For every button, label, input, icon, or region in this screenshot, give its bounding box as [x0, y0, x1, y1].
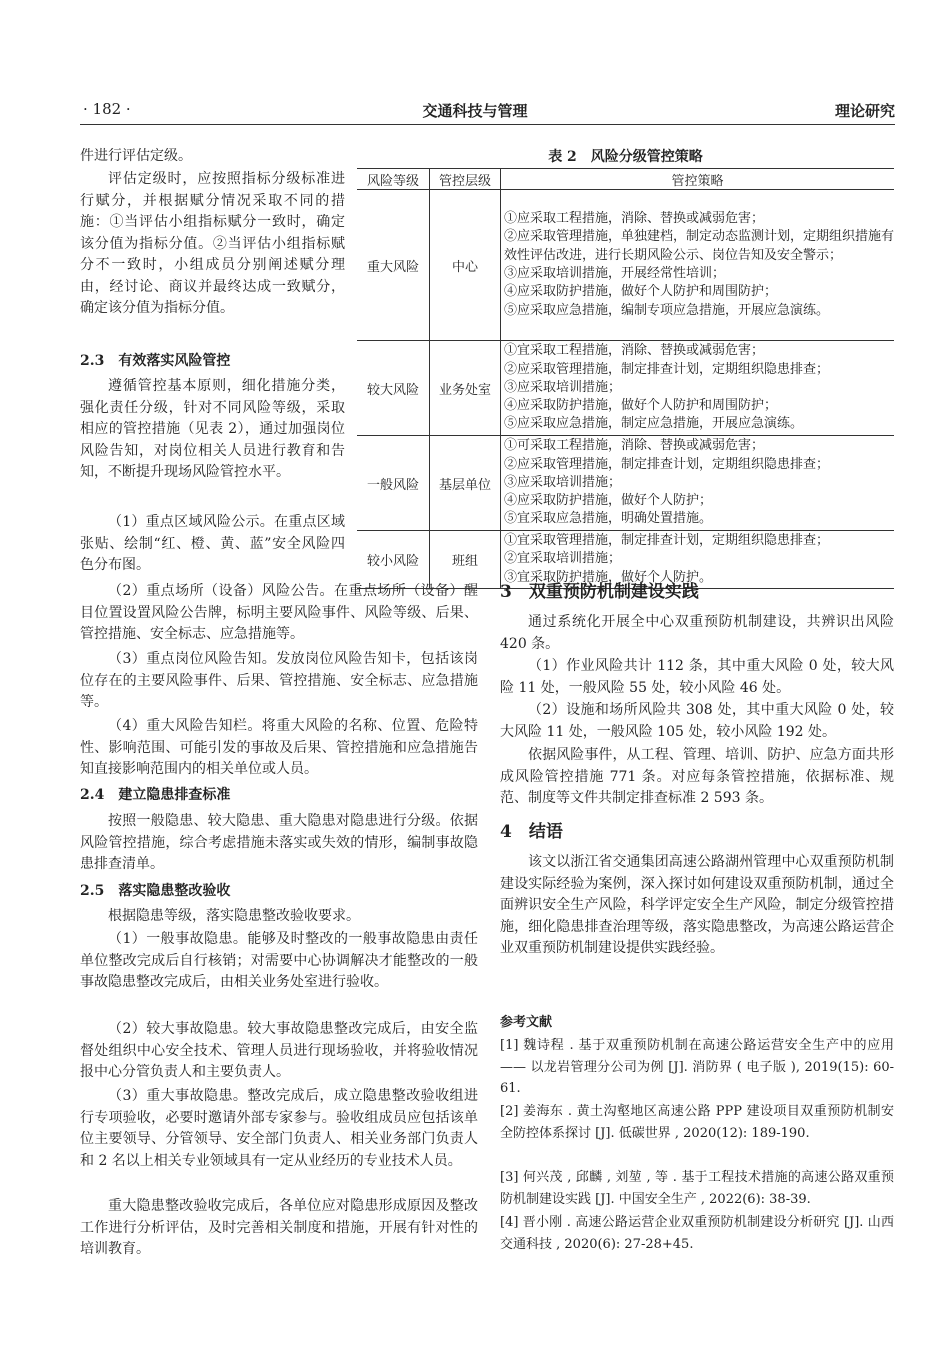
strategy-item: ④应采取防护措施，做好个人防护和周围防护； — [504, 284, 778, 300]
table-row — [357, 436, 894, 531]
paragraph: （2）较大事故隐患。较大事故隐患整改完成后，由安全监督处组织中心安全技术、管理人员进行现场验收，并将验收情况报中心分管负责人和主要负责人。 — [80, 1021, 478, 1080]
strategy-item: ①宜采取工程措施，消除、替换或减弱危害； — [504, 343, 765, 359]
reference-item: [3] 何兴茂 , 邱麟 , 刘堃 , 等 . 基于工程技术措施的高速公路双重预防机制建设实践 [J]. 中国安全生产 , 2022(6): 38-39. — [500, 1170, 894, 1207]
risk-control-table — [357, 168, 894, 589]
paragraph: 通过系统化开展全中心双重预防机制建设，共辨识出风险 420 条。 — [500, 614, 894, 652]
table-row — [357, 531, 894, 589]
reference-item: [1] 魏诗程 . 基于双重预防机制在高速公路运营安全生产中的应用 —— 以龙岩管理分公司为例 [J]. 消防界 ( 电子版 ), 2019(15): 60-61. — [500, 1038, 894, 1096]
table-row — [357, 190, 894, 341]
risk-level-cell: 较小风险 — [357, 531, 430, 589]
reference-item: [2] 姜海东 . 黄土沟壑地区高速公路 PPP 建设项目双重预防机制安全防控体系探讨 [J]. 低碳世界 , 2020(12): 189-190. — [500, 1104, 894, 1141]
strategy-item: ③应采取培训措施； — [504, 379, 622, 395]
strategy-item: ③应采取培训措施，开展经常性培训； — [504, 266, 726, 281]
control-tier-cell: 班组 — [430, 531, 501, 589]
paragraph: 遵循管控基本原则，细化措施分类，强化责任分级，针对不同风险等级，采取相应的管控措施（见表 2），通过加强岗位风险告知，对岗位相关人员进行教育和告知，不断提升现场风险管控水平。 — [80, 378, 345, 480]
paragraph: （2）重点场所（设备）风险公告。在重点场所（设备）醒目位置设置风险公告牌，标明主要风险事件、风险等级、后果、管控措施、安全标志、应急措施等。 — [80, 583, 478, 642]
control-tier-cell: 业务处室 — [430, 341, 501, 436]
strategy-item: ②应采取管理措施，制定排查计划，定期组织隐患排查； — [504, 456, 830, 472]
strategy-item: ③宜采取防护措施，做好个人防护。 — [504, 569, 713, 585]
strategy-item: ②应采取管理措施，制定排查计划，定期组织隐患排查； — [504, 361, 830, 377]
risk-level-cell: 重大风险 — [357, 190, 430, 341]
paragraph: 按照一般隐患、较大隐患、重大隐患对隐患进行分级。依据风险管控措施，综合考虑措施未落实或失效的情形，编制事故隐患排查清单。 — [80, 813, 478, 872]
table-row — [357, 341, 894, 436]
paragraph: 依据风险事件，从工程、管理、培训、防护、应急方面共形成风险管控措施 771 条。对应每条管控措施，依据标准、规范、制度等文件共制定排查标准 2 593 条。 — [500, 747, 894, 806]
paragraph: （1）重点区域风险公示。在重点区域张贴、绘制“红、橙、黄、蓝”安全风险四色分布图。 — [80, 514, 345, 573]
paragraph: （2）设施和场所风险共 308 处，其中重大风险 0 处，较大风险 11 处，一般风险 105 处，较小风险 192 处。 — [500, 702, 894, 740]
paragraph: （1）作业风险共计 112 条，其中重大风险 0 处，较大风险 11 处，一般风险 55 处，较小风险 46 处。 — [500, 658, 894, 696]
risk-level-cell: 一般风险 — [357, 436, 430, 531]
paragraph: 件进行评估定级。 — [80, 148, 192, 164]
strategy-item: ⑤应采取应急措施，编制专项应急措施，开展应急演练。 — [504, 302, 830, 318]
paragraph: （1）一般事故隐患。能够及时整改的一般事故隐患由责任单位整改完成后自行核销；对需要中心协调解决才能整改的一般事故隐患整改完成后，由相关业务处室进行验收。 — [80, 931, 478, 990]
section-heading-4: 4 结语 — [500, 822, 563, 842]
risk-level-cell: 较大风险 — [357, 341, 430, 436]
paragraph: （3）重点岗位风险告知。发放岗位风险告知卡，包括该岗位存在的主要风险事件、后果、管控措施、安全标志、应急措施等。 — [80, 651, 478, 710]
journal-title: 交通科技与管理 — [422, 102, 528, 120]
strategy-item: ③应采取培训措施； — [504, 474, 622, 490]
paragraph: 评估定级时，应按照指标分级标准进行赋分，并根据赋分情况采取不同的措施：①当评估小组指标赋分一致时，确定该分值为指标分值。②当评估小组指标赋分不一致时，小组成员分别阐述赋分理由，经讨论、商议并最终达成一致赋分，确定该分值为指标分值。 — [80, 171, 345, 316]
section-heading-3: 3 双重预防机制建设实践 — [500, 582, 699, 602]
control-tier-cell: 基层单位 — [430, 436, 501, 531]
strategy-item: ⑤宜采取应急措施，明确处置措施。 — [504, 511, 713, 527]
strategy-item: ①宜采取管理措施，制定排查计划，定期组织隐患排查； — [504, 533, 830, 549]
paragraph: （3）重大事故隐患。整改完成后，成立隐患整改验收组进行专项验收，必要时邀请外部专家参与。验收组成员应包括该单位主要领导、分管领导、安全部门负责人、相关业务部门负责人和 2 名以上相关专业领域具有一定从业经历的专业技术人员。 — [80, 1088, 478, 1169]
strategy-cell — [501, 190, 895, 341]
paragraph: 该文以浙江省交通集团高速公路湖州管理中心双重预防机制建设实际经验为案例，深入探讨如何建设双重预防机制，通过全面辨识安全生产风险，科学评定安全生产风险，制定分级管控措施，细化隐患排查治理等级，落实隐患整改，为高速公路运营企业双重预防机制建设提供实践经验。 — [500, 854, 894, 956]
section-title: 理论研究 — [834, 102, 895, 120]
table-header: 管控层级 — [430, 169, 501, 190]
section-heading-2-3: 2.3 有效落实风险管控 — [80, 353, 231, 369]
table-caption: 表 2 风险分级管控策略 — [548, 149, 703, 165]
section-heading-2-4: 2.4 建立隐患排查标准 — [80, 787, 231, 803]
strategy-cell — [501, 436, 895, 531]
table-header: 管控策略 — [501, 169, 895, 190]
paragraph: 根据隐患等级，落实隐患整改验收要求。 — [108, 908, 360, 924]
table-header: 风险等级 — [357, 169, 430, 190]
strategy-cell — [501, 531, 895, 589]
page-number: · 182 · — [83, 100, 131, 118]
section-heading-2-5: 2.5 落实隐患整改验收 — [80, 883, 231, 899]
paragraph: （4）重大风险告知栏。将重大风险的名称、位置、危险特性、影响范围、可能引发的事故及后果、管控措施和应急措施告知直接影响范围内的相关单位或人员。 — [80, 718, 478, 777]
references-title: 参考文献 — [500, 1015, 553, 1030]
header-rule — [80, 124, 895, 125]
control-tier-cell: 中心 — [430, 190, 501, 341]
reference-item: [4] 晋小刚 . 高速公路运营企业双重预防机制建设分析研究 [J]. 山西交通科技 , 2020(6): 27-28+45. — [500, 1215, 894, 1252]
strategy-item: ②宜采取培训措施； — [504, 551, 622, 567]
strategy-item: ④应采取防护措施，做好个人防护； — [504, 493, 713, 509]
paragraph: 重大隐患整改验收完成后，各单位应对隐患形成原因及整改工作进行分析评估，及时完善相关制度和措施，开展有针对性的培训教育。 — [80, 1198, 478, 1257]
strategy-item: ②应采取管理措施，单独建档，制定动态监测计划，定期组织措施有效性评估改进，进行长期风险公示、岗位告知及安全警示； — [504, 229, 895, 263]
strategy-item: ④应采取防护措施，做好个人防护和周围防护； — [504, 398, 778, 414]
strategy-item: ①应采取工程措施，消除、替换或减弱危害； — [504, 211, 765, 227]
strategy-cell — [501, 341, 895, 436]
strategy-item: ⑤应采取应急措施，制定应急措施，开展应急演练。 — [504, 416, 804, 432]
strategy-item: ①可采取工程措施，消除、替换或减弱危害； — [504, 438, 765, 454]
